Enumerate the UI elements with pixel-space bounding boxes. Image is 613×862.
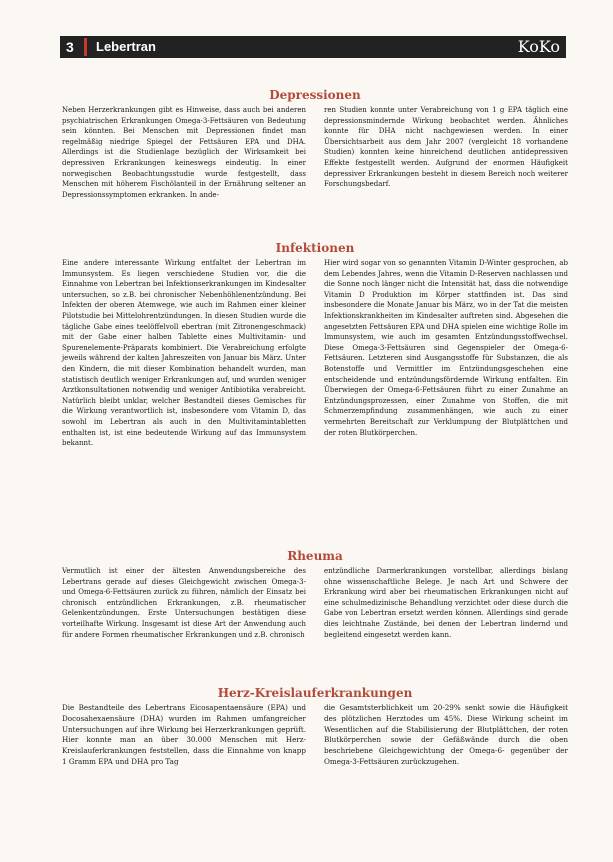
section-columns xyxy=(62,703,568,768)
section-title: Infektionen xyxy=(275,241,355,255)
section-herz-kreislauf xyxy=(62,686,568,768)
column-left: Eine andere interessante Wirkung entfaltet der Lebertran im Immunsystem. Es liegen verschiedene Studien vor, die die Einnahme von Lebertran bei Infektionserkrankungen im Kindesalter untersuchen, so z.B. bei chronischer Nebenhöhlenentzündung. Bei Infekten der oberen Atemwege, wie auch im Rahmen einer kleiner Pilotstudie bei Mittelohrentzündungen. In diesen Studien wurde die tägliche Gabe eines teelöffelvoll ebertran (mit Zitronengeschmack) mit der Gabe einer halben Tablette eines Multivitamin- und Spurenelemente-Präparats kombiniert. Die Verabreichung erfolgte jeweils während der kalten Jahreszeiten von Januar bis März. Unter den Kindern, die mit dieser Kombination behandelt wurden, man statistisch deutlich weniger Erkrankungen auf, und wurden weniger Arztkonsultationen notwendig und weniger Antibiotika verabreicht. Natürlich bleibt unklar, welcher Bestandteil dieses Gemisches für die Wirkung verantwortlich ist, insbesondere vom Vitamin D, das sowohl im Lebertran als auch in den Multivitamintabletten enthalten ist, ist eine bedeutende Wirkung auf das Immunsystem bekannt. xyxy=(62,259,306,448)
section-depressionen xyxy=(62,88,568,200)
header-title: Lebertran xyxy=(96,39,156,54)
column-left: Die Bestandteile des Lebertrans Eicosapentaensäure (EPA) und Docosahexaensäure (DHA) wurden im Rahmen umfangreicher Untersuchungen auf ihre Wirkung bei Herzerkrankungen geprüft. Hier konnte man an über 30.000 Menschen mit Herz-Kreislauferkrankungen feststellen, dass die Einnahme von knapp 1 Gramm EPA und DHA pro Tag xyxy=(62,703,306,766)
page-number: 3 xyxy=(66,39,74,55)
header-divider xyxy=(84,38,87,56)
section-infektionen xyxy=(62,241,568,449)
section-title: Depressionen xyxy=(269,88,361,102)
column-right: Hier wird sogar von so genannten Vitamin D-Winter gesprochen, ab dem Lebendes Jahres, wenn die Vitamin D-Reserven nachlassen und die Sonne noch länger nicht die Intensität hat, dass die notwendige Vitamin D Produktion im Körper stattfinden ist. Das sind insbesondere die Monate Januar bis März, wo in der Tat die meisten Infektionskrankheiten im Kindesalter auftreten sind. Abgesehen die angesetzten Fettsäuren EPA und DHA spielen eine wichtige Rolle im Immunsystem, wie auch im gesamten Entzündungsstoffwechsel. Diese Omega-3-Fettsäuren sind Gegenspieler der Omega-6-Fettsäuren. Letzteren sind Ausgangsstoffe für Substanzen, die als Botenstoffe und Vermittler im Entzündungsgeschehen eine entscheidende und entzündungsfördernde Wirkung entfalten. Ein Überwiegen der Omega-6-Fettsäuren führt zu einer Zunahme an Entzündungsprozessen, einer Zunahme von Stoffen, die mit Schmerzempfindung zusammenhängen, wie auch zu einer vermehrten Bereitschaft zur Verklumpung der Blutplättchen und der roten Blutkörperchen. xyxy=(324,259,568,437)
section-columns xyxy=(62,566,568,640)
column-left: Vermutlich ist einer der ältesten Anwendungsbereiche des Lebertrans gerade auf dieses Gleichgewicht zwischen Omega-3- und Omega-6-Fettsäuren zurück zu führen, nämlich der Einsatz bei chronisch entzündlichen Erkrankungen, z.B. rheumatischer Gelenkentzündungen. Erste Untersuchungen bestätigen diese vorteilhafte Wirkung. Insgesamt ist diese Art der Anwendung auch für andere Formen rheumatischer Erkrankungen und z.B. chronisch xyxy=(62,567,306,639)
section-rheuma xyxy=(62,549,568,640)
column-right: entzündliche Darmerkrankungen vorstellbar, allerdings bislang ohne wissenschaftliche Belege. Je nach Art und Schwere der Erkrankung wird aber bei rheumatischen Erkrankungen nicht auf eine schulmedizinische Behandlung verzichtet oder diese durch die Gabe von Lebertran ersetzt werden können. Allerdings sind gerade dies leichtnahe Zustände, bei denen der Lebertran lindernd und begleitend eingesetzt werden kann. xyxy=(324,567,568,639)
column-right: die Gesamtsterblichkeit um 20-29% senkt sowie die Häufigkeit des plötzlichen Herztodes um 45%. Diese Wirkung scheint im Wesentlichen auf die Stabilisierung der Blutplättchen, der roten Blutkörperchen sowie der Gefäßwände durch die oben beschriebene Gleichgewichtung der Omega-6- gegenüber der Omega-3-Fettsäuren zurückzugehen. xyxy=(324,703,568,766)
column-left: Neben Herzerkrankungen gibt es Hinweise, dass auch bei anderen psychiatrischen Erkrankungen Omega-3-Fettsäuren von Bedeutung sein könnten. Bei Menschen mit Depressionen findet man regelmäßig niedrige Spiegel der Fettsäuren EPA und DHA. Allerdings ist die Studienlage bezüglich der Wirksamkeit bei depressiven Erkrankungen keineswegs eindeutig. In einer norwegischen Beobachtungsstudie wurde festgestellt, dass Menschen mit höherem Fischölanteil in der Ernährung seltener an Depressionssymptomen erkranken. In ande- xyxy=(62,106,306,199)
section-columns xyxy=(62,105,568,200)
section-title: Herz-Kreislauferkrankungen xyxy=(217,686,413,700)
section-title: Rheuma xyxy=(287,549,343,563)
section-columns xyxy=(62,258,568,449)
page-header xyxy=(60,36,566,58)
koko-logo: KoKo xyxy=(517,37,560,56)
column-right: ren Studien konnte unter Verabreichung von 1 g EPA täglich eine depressionsmindernde Wirkung beobachtet werden. Ähnliches konnte für DHA nicht nachgewiesen werden. In einer Übersichtsarbeit aus dem Jahr 2007 (vergleicht 18 vorhandene Studien) konnten keine hinreichend deutlichen antidepressiven Effekte festgestellt werden. Aufgrund der enormen Häufigkeit depressiver Erkrankungen besteht in diesem Bereich noch weiterer Forschungsbedarf. xyxy=(324,106,568,189)
